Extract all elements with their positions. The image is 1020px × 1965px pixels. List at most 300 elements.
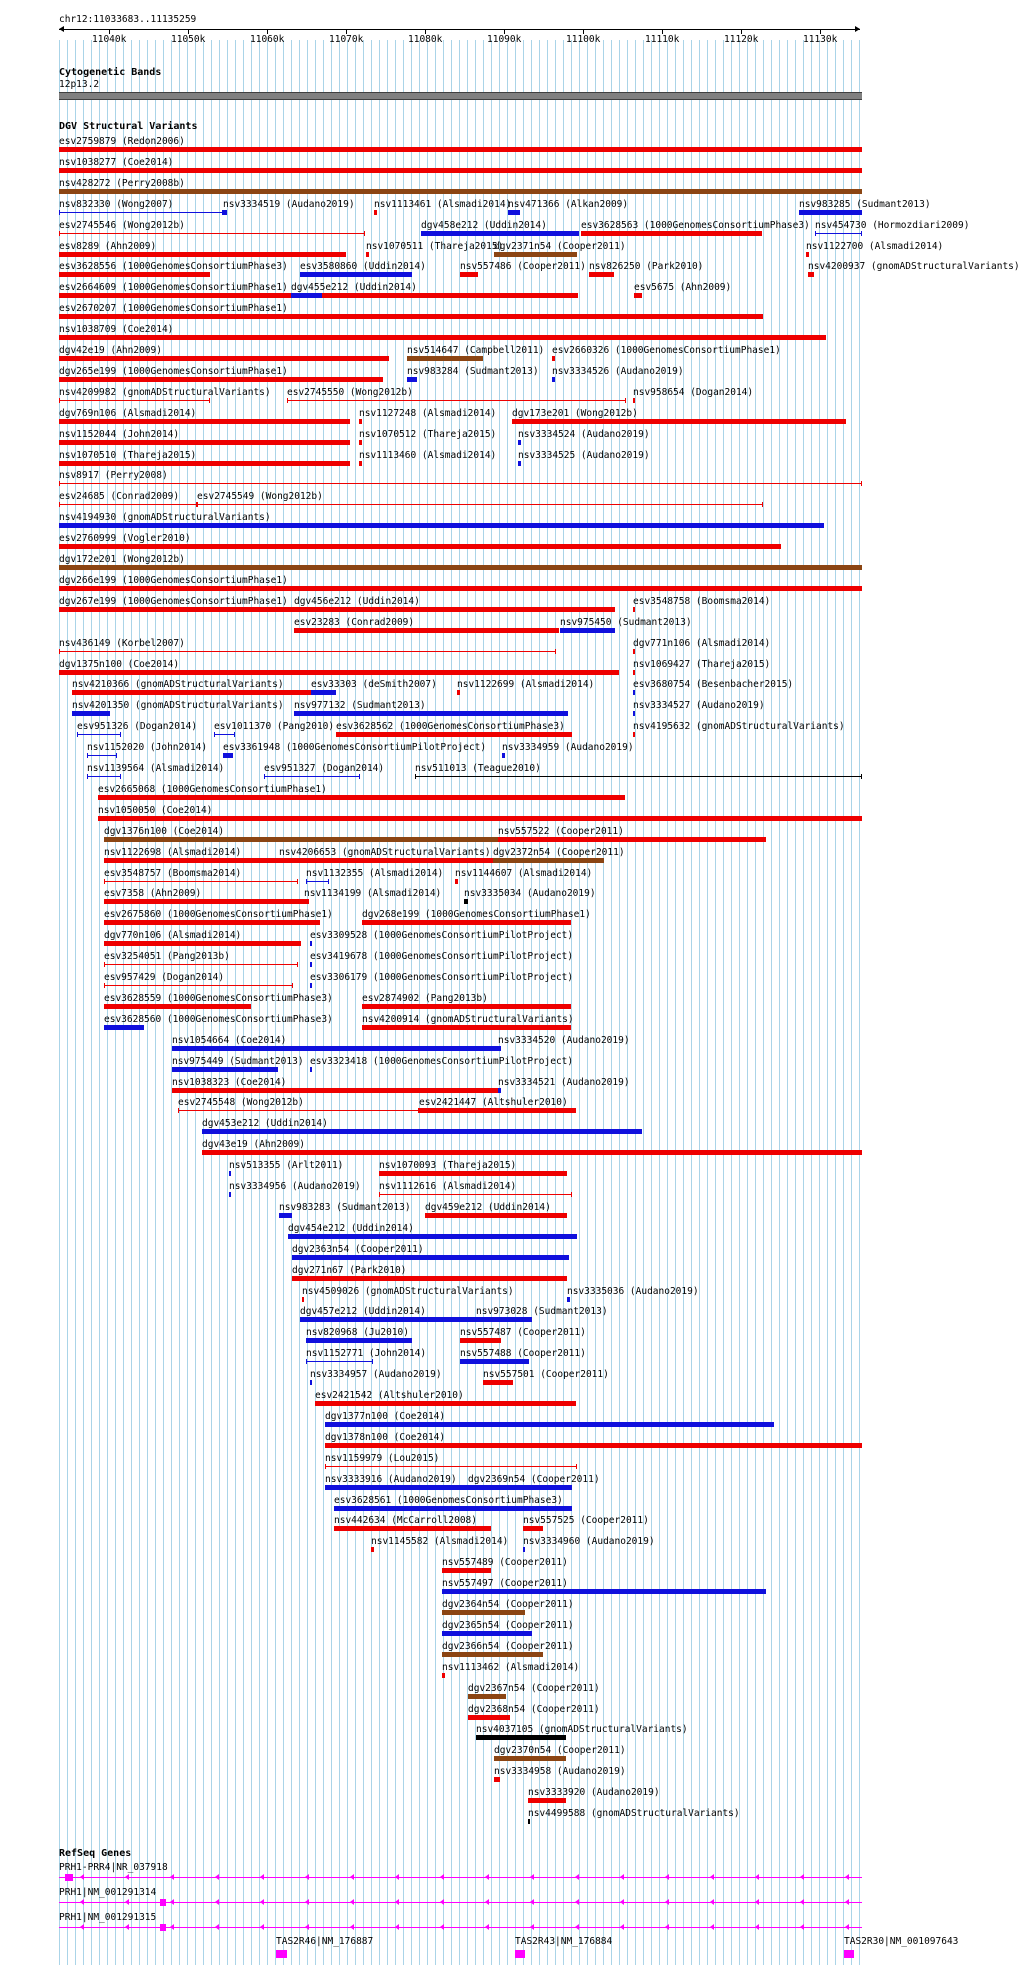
feature-bar[interactable] <box>442 1631 532 1636</box>
feature-bar[interactable] <box>493 858 604 863</box>
gene-strand-arrow <box>80 1924 84 1930</box>
gene-exon[interactable] <box>844 1950 854 1958</box>
feature-bar[interactable] <box>59 483 862 484</box>
feature-label: dgv43e19 (Ahn2009) <box>202 1139 305 1150</box>
gene-strand-arrow <box>305 1874 309 1880</box>
feature-bar[interactable] <box>59 314 763 319</box>
feature-bar[interactable] <box>325 1443 862 1448</box>
feature-bar[interactable] <box>59 565 862 570</box>
feature-bar[interactable] <box>457 690 460 695</box>
gene-label: TAS2R30|NM_001097643 <box>844 1936 959 1947</box>
feature-label: nsv1038323 (Coe2014) <box>172 1077 287 1088</box>
feature-bar[interactable] <box>292 1276 567 1281</box>
feature-bar[interactable] <box>442 1610 525 1615</box>
gene-strand-arrow <box>260 1924 264 1930</box>
feature-label: esv2421447 (Altshuler2010) <box>419 1097 568 1108</box>
feature-label: dgv1377n100 (Coe2014) <box>325 1411 446 1422</box>
feature-bar[interactable] <box>528 1819 530 1824</box>
feature-bar[interactable] <box>87 776 121 777</box>
feature-bar[interactable] <box>508 210 520 215</box>
gene-strand-arrow <box>710 1874 714 1880</box>
feature-label: esv2745546 (Wong2012b) <box>59 220 185 231</box>
feature-bar[interactable] <box>468 1485 572 1490</box>
feature-bar[interactable] <box>292 1255 569 1260</box>
feature-label: nsv3335036 (Audano2019) <box>567 1286 699 1297</box>
feature-bar[interactable] <box>98 795 625 800</box>
scale-tick-label: 11080k <box>408 34 443 45</box>
feature-label: esv3309528 (1000GenomesConsortiumPilotProject) <box>310 930 574 941</box>
feature-bar[interactable] <box>560 628 615 633</box>
feature-bar[interactable] <box>415 776 862 777</box>
feature-bar[interactable] <box>502 753 505 758</box>
feature-bar[interactable] <box>806 252 809 257</box>
feature-label: nsv1122700 (Alsmadi2014) <box>806 241 944 252</box>
feature-bar[interactable] <box>366 252 369 257</box>
feature-bar[interactable] <box>59 189 862 194</box>
feature-bar[interactable] <box>223 210 227 215</box>
feature-bar[interactable] <box>59 544 781 549</box>
feature-label: nsv983284 (Sudmant2013) <box>407 366 539 377</box>
gene-strand-arrow <box>170 1899 174 1905</box>
feature-bar[interactable] <box>334 1526 491 1531</box>
feature-bar[interactable] <box>468 1694 506 1699</box>
dgv-track-title: DGV Structural Variants <box>59 121 198 132</box>
feature-label: dgv271n67 (Park2010) <box>292 1265 407 1276</box>
gene-label: PRH1-PRR4|NR_037918 <box>59 1862 168 1873</box>
feature-label: nsv4195632 (gnomADStructuralVariants) <box>633 721 845 732</box>
feature-bar[interactable] <box>498 1046 501 1051</box>
feature-bar[interactable] <box>362 1004 571 1009</box>
feature-label: nsv4194930 (gnomADStructuralVariants) <box>59 512 271 523</box>
feature-label: esv7358 (Ahn2009) <box>104 888 202 899</box>
feature-bar[interactable] <box>310 941 312 946</box>
gene-strand-arrow <box>350 1924 354 1930</box>
feature-label: nsv1152044 (John2014) <box>59 429 180 440</box>
feature-bar[interactable] <box>468 1715 510 1720</box>
feature-bar[interactable] <box>279 1213 292 1218</box>
feature-bar[interactable] <box>104 837 498 842</box>
feature-label: nsv442634 (McCarroll2008) <box>334 1515 477 1526</box>
feature-bar[interactable] <box>229 1192 231 1197</box>
feature-label: dgv1378n100 (Coe2014) <box>325 1432 446 1443</box>
feature-bar[interactable] <box>808 272 814 277</box>
feature-bar[interactable] <box>455 879 458 884</box>
feature-bar[interactable] <box>523 1547 525 1552</box>
feature-bar[interactable] <box>371 1547 374 1552</box>
gene-exon[interactable] <box>276 1950 287 1958</box>
feature-label: nsv1070512 (Thareja2015) <box>359 429 497 440</box>
feature-bar[interactable] <box>494 252 577 257</box>
gene-strand-arrow <box>665 1874 669 1880</box>
gene-strand-arrow <box>215 1899 219 1905</box>
feature-label: nsv4200937 (gnomADStructuralVariants) <box>808 261 1020 272</box>
feature-label: dgv267e199 (1000GenomesConsortiumPhase1) <box>59 596 288 607</box>
feature-label: nsv1134199 (Alsmadi2014) <box>304 888 442 899</box>
feature-bar[interactable] <box>425 1213 567 1218</box>
feature-bar[interactable] <box>633 607 635 612</box>
feature-bar[interactable] <box>59 607 294 612</box>
feature-bar[interactable] <box>59 252 346 257</box>
feature-bar[interactable] <box>359 461 362 466</box>
feature-bar[interactable] <box>59 168 862 173</box>
gene-strand-arrow <box>845 1924 849 1930</box>
feature-bar[interactable] <box>498 1088 501 1093</box>
feature-bar[interactable] <box>476 1735 566 1740</box>
gene-strand-arrow <box>395 1924 399 1930</box>
gene-strand-arrow <box>485 1899 489 1905</box>
feature-label: nsv3334960 (Audano2019) <box>523 1536 655 1547</box>
feature-label: dgv42e19 (Ahn2009) <box>59 345 162 356</box>
feature-bar[interactable] <box>87 755 117 756</box>
feature-label: nsv1122698 (Alsmadi2014) <box>104 847 242 858</box>
gene-strand-arrow <box>575 1924 579 1930</box>
feature-bar[interactable] <box>104 1004 251 1009</box>
feature-label: esv3548758 (Boomsma2014) <box>633 596 771 607</box>
gene-strand-arrow <box>125 1924 129 1930</box>
feature-label: esv3628563 (1000GenomesConsortiumPhase3) <box>581 220 810 231</box>
feature-bar[interactable] <box>59 233 365 234</box>
feature-bar[interactable] <box>634 293 642 298</box>
scale-tick-label: 11130k <box>803 34 838 45</box>
feature-bar[interactable] <box>104 985 293 986</box>
feature-bar[interactable] <box>304 899 306 904</box>
feature-bar[interactable] <box>633 690 635 695</box>
feature-bar[interactable] <box>104 1025 144 1030</box>
feature-bar[interactable] <box>494 1777 500 1782</box>
feature-label: nsv983283 (Sudmant2013) <box>279 1202 411 1213</box>
feature-label: nsv1145582 (Alsmadi2014) <box>371 1536 509 1547</box>
feature-bar[interactable] <box>59 670 619 675</box>
feature-bar[interactable] <box>294 607 615 612</box>
feature-bar[interactable] <box>98 816 862 821</box>
feature-bar[interactable] <box>302 1297 304 1302</box>
feature-bar[interactable] <box>59 461 350 466</box>
feature-label: dgv2366n54 (Cooper2011) <box>442 1641 574 1652</box>
feature-label: nsv1038709 (Coe2014) <box>59 324 174 335</box>
feature-label: nsv983285 (Sudmant2013) <box>799 199 931 210</box>
feature-bar[interactable] <box>362 920 571 925</box>
feature-bar[interactable] <box>72 711 110 716</box>
feature-label: esv3323418 (1000GenomesConsortiumPilotProject) <box>310 1056 574 1067</box>
feature-bar[interactable] <box>633 398 635 403</box>
gene-strand-arrow <box>530 1899 534 1905</box>
feature-label: esv2664609 (1000GenomesConsortiumPhase1) <box>59 282 288 293</box>
feature-bar[interactable] <box>172 1046 498 1051</box>
feature-bar[interactable] <box>379 1194 572 1195</box>
feature-bar[interactable] <box>104 881 298 882</box>
feature-label: nsv436149 (Korbel2007) <box>59 638 185 649</box>
feature-bar[interactable] <box>59 523 824 528</box>
feature-bar[interactable] <box>223 753 233 758</box>
cytoband-title: Cytogenetic Bands <box>59 67 162 78</box>
gene-strand-arrow <box>80 1874 84 1880</box>
feature-bar[interactable] <box>460 1338 501 1343</box>
feature-label: nsv4201350 (gnomADStructuralVariants) <box>72 700 284 711</box>
feature-label: esv951326 (Dogan2014) <box>77 721 198 732</box>
gene-strand-arrow <box>845 1874 849 1880</box>
feature-bar[interactable] <box>172 1088 498 1093</box>
feature-label: nsv973028 (Sudmant2013) <box>476 1306 608 1317</box>
gene-strand-arrow <box>665 1924 669 1930</box>
feature-label: esv3680754 (Besenbacher2015) <box>633 679 794 690</box>
feature-bar[interactable] <box>633 670 635 675</box>
feature-bar[interactable] <box>419 1108 576 1113</box>
feature-label: dgv172e201 (Wong2012b) <box>59 554 185 565</box>
feature-bar[interactable] <box>59 504 197 505</box>
feature-bar[interactable] <box>518 440 521 445</box>
feature-bar[interactable] <box>334 1506 572 1511</box>
feature-label: nsv975450 (Sudmant2013) <box>560 617 692 628</box>
gene-line[interactable] <box>59 1877 862 1878</box>
feature-label: dgv459e212 (Uddin2014) <box>425 1202 551 1213</box>
feature-bar[interactable] <box>59 212 223 213</box>
feature-bar[interactable] <box>104 964 298 965</box>
feature-bar[interactable] <box>498 837 766 842</box>
feature-bar[interactable] <box>442 1673 445 1678</box>
position-label: chr12:11033683..11135259 <box>59 14 197 25</box>
feature-label: nsv557522 (Cooper2011) <box>498 826 624 837</box>
feature-label: esv2745549 (Wong2012b) <box>197 491 323 502</box>
feature-bar[interactable] <box>464 899 468 904</box>
gene-exon <box>65 1874 73 1881</box>
feature-bar[interactable] <box>421 231 579 236</box>
feature-bar[interactable] <box>202 1129 642 1134</box>
feature-bar[interactable] <box>104 941 301 946</box>
feature-bar[interactable] <box>379 1171 567 1176</box>
feature-bar[interactable] <box>291 293 322 298</box>
feature-bar[interactable] <box>178 1110 419 1111</box>
feature-bar[interactable] <box>104 920 320 925</box>
scale-tick-label: 11090k <box>487 34 522 45</box>
feature-label: nsv3334959 (Audano2019) <box>502 742 634 753</box>
feature-label: dgv2369n54 (Cooper2011) <box>468 1474 600 1485</box>
scale-tick-label: 11050k <box>171 34 206 45</box>
gene-strand-arrow <box>305 1924 309 1930</box>
feature-label: nsv1152771 (John2014) <box>306 1348 427 1359</box>
feature-bar[interactable] <box>59 147 862 152</box>
feature-bar[interactable] <box>214 734 235 735</box>
gene-strand-arrow <box>350 1874 354 1880</box>
gene-strand-arrow <box>620 1874 624 1880</box>
feature-label: dgv1375n100 (Coe2014) <box>59 659 180 670</box>
feature-bar[interactable] <box>300 272 412 277</box>
gene-strand-arrow <box>170 1924 174 1930</box>
feature-bar[interactable] <box>407 377 417 382</box>
gene-strand-arrow <box>665 1899 669 1905</box>
feature-label: nsv1144607 (Alsmadi2014) <box>455 868 593 879</box>
feature-label: nsv428272 (Perry2008b) <box>59 178 185 189</box>
feature-label: dgv456e212 (Uddin2014) <box>294 596 420 607</box>
gene-strand-arrow <box>485 1874 489 1880</box>
feature-bar[interactable] <box>104 899 309 904</box>
feature-label: dgv458e212 (Uddin2014) <box>421 220 547 231</box>
feature-bar[interactable] <box>442 1568 491 1573</box>
gene-strand-arrow <box>530 1924 534 1930</box>
feature-label: dgv266e199 (1000GenomesConsortiumPhase1) <box>59 575 288 586</box>
feature-bar[interactable] <box>581 231 762 236</box>
feature-label: nsv513355 (Arlt2011) <box>229 1160 344 1171</box>
gene-strand-arrow <box>260 1899 264 1905</box>
feature-bar[interactable] <box>288 1234 577 1239</box>
feature-bar[interactable] <box>77 734 121 735</box>
feature-bar[interactable] <box>633 711 635 716</box>
feature-bar[interactable] <box>359 440 362 445</box>
feature-bar[interactable] <box>362 1025 571 1030</box>
gene-strand-arrow <box>395 1874 399 1880</box>
scale-ruler-arrow-left <box>59 26 64 32</box>
feature-bar[interactable] <box>633 649 635 654</box>
gene-line[interactable] <box>59 1927 862 1928</box>
feature-bar[interactable] <box>325 1422 774 1427</box>
gene-strand-arrow <box>620 1899 624 1905</box>
gene-label: PRH1|NM_001291314 <box>59 1887 157 1898</box>
feature-label: nsv3334527 (Audano2019) <box>633 700 765 711</box>
feature-label: dgv454e212 (Uddin2014) <box>288 1223 414 1234</box>
feature-bar[interactable] <box>528 1798 566 1803</box>
feature-label: nsv8917 (Perry2008) <box>59 470 168 481</box>
feature-bar[interactable] <box>325 1485 468 1490</box>
feature-bar[interactable] <box>310 1380 312 1385</box>
feature-label: nsv1050050 (Coe2014) <box>98 805 213 816</box>
feature-bar[interactable] <box>59 400 210 401</box>
feature-bar[interactable] <box>552 377 555 382</box>
feature-bar[interactable] <box>442 1589 766 1594</box>
feature-bar[interactable] <box>460 1359 529 1364</box>
feature-bar[interactable] <box>306 1361 373 1362</box>
gene-strand-arrow <box>620 1924 624 1930</box>
feature-bar[interactable] <box>287 400 626 401</box>
feature-label: nsv3334958 (Audano2019) <box>494 1766 626 1777</box>
feature-label: nsv1112616 (Alsmadi2014) <box>379 1181 517 1192</box>
feature-bar[interactable] <box>59 272 210 277</box>
feature-bar[interactable] <box>306 1338 412 1343</box>
feature-bar[interactable] <box>359 419 362 424</box>
gene-label: PRH1|NM_001291315 <box>59 1912 157 1923</box>
feature-label: nsv557488 (Cooper2011) <box>460 1348 586 1359</box>
feature-bar[interactable] <box>72 690 311 695</box>
feature-label: nsv1152020 (John2014) <box>87 742 208 753</box>
feature-bar[interactable] <box>407 356 483 361</box>
scale-tick-label: 11040k <box>92 34 127 45</box>
feature-bar[interactable] <box>552 356 555 361</box>
feature-label: nsv454730 (Hormozdiari2009) <box>815 220 970 231</box>
feature-label: nsv3334524 (Audano2019) <box>518 429 650 440</box>
gene-strand-arrow <box>440 1874 444 1880</box>
feature-label: nsv1132355 (Alsmadi2014) <box>306 868 444 879</box>
feature-label: nsv3333916 (Audano2019) <box>325 1474 457 1485</box>
feature-bar[interactable] <box>460 272 478 277</box>
feature-bar[interactable] <box>59 440 350 445</box>
feature-label: nsv514647 (Campbell2011) <box>407 345 545 356</box>
feature-label: dgv2364n54 (Cooper2011) <box>442 1599 574 1610</box>
feature-bar[interactable] <box>59 335 826 340</box>
feature-label: dgv2365n54 (Cooper2011) <box>442 1620 574 1631</box>
feature-label: esv957429 (Dogan2014) <box>104 972 225 983</box>
feature-label: nsv511013 (Teague2010) <box>415 763 541 774</box>
feature-label: esv1011370 (Pang2010) <box>214 721 335 732</box>
feature-bar[interactable] <box>172 1067 278 1072</box>
feature-label: nsv975449 (Sudmant2013) <box>172 1056 304 1067</box>
feature-bar[interactable] <box>589 272 614 277</box>
feature-label: nsv3334519 (Audano2019) <box>223 199 355 210</box>
feature-bar[interactable] <box>442 1652 543 1657</box>
gene-line[interactable] <box>59 1902 862 1903</box>
feature-bar[interactable] <box>311 690 336 695</box>
feature-bar[interactable] <box>512 419 846 424</box>
feature-bar[interactable] <box>483 1380 513 1385</box>
feature-label: esv2421542 (Altshuler2010) <box>315 1390 464 1401</box>
feature-bar[interactable] <box>494 1756 566 1761</box>
feature-label: esv951327 (Dogan2014) <box>264 763 385 774</box>
gene-strand-arrow <box>755 1874 759 1880</box>
feature-label: esv2759879 (Redon2006) <box>59 136 185 147</box>
feature-bar[interactable] <box>633 732 635 737</box>
gene-strand-arrow <box>755 1924 759 1930</box>
feature-bar[interactable] <box>567 1297 570 1302</box>
feature-bar[interactable] <box>197 504 763 505</box>
gene-strand-arrow <box>800 1899 804 1905</box>
feature-bar[interactable] <box>523 1526 543 1531</box>
feature-label: nsv1159979 (Lou2015) <box>325 1453 440 1464</box>
feature-bar[interactable] <box>815 233 862 234</box>
gene-strand-arrow <box>710 1924 714 1930</box>
feature-bar[interactable] <box>310 1067 312 1072</box>
feature-bar[interactable] <box>59 586 862 591</box>
feature-label: nsv3334526 (Audano2019) <box>552 366 684 377</box>
feature-label: esv2665068 (1000GenomesConsortiumPhase1) <box>98 784 327 795</box>
feature-bar[interactable] <box>59 377 383 382</box>
feature-label: dgv268e199 (1000GenomesConsortiumPhase1) <box>362 909 591 920</box>
gene-strand-arrow <box>215 1874 219 1880</box>
feature-label: nsv1113462 (Alsmadi2014) <box>442 1662 580 1673</box>
feature-bar[interactable] <box>325 1466 577 1467</box>
feature-bar[interactable] <box>799 210 862 215</box>
feature-label: esv3628562 (1000GenomesConsortiumPhase3) <box>336 721 565 732</box>
feature-label: nsv1070510 (Thareja2015) <box>59 450 197 461</box>
feature-bar[interactable] <box>306 881 329 882</box>
gene-strand-arrow <box>575 1899 579 1905</box>
feature-bar[interactable] <box>310 983 312 988</box>
gene-exon[interactable] <box>515 1950 525 1958</box>
gene-strand-arrow <box>440 1924 444 1930</box>
feature-bar[interactable] <box>59 356 389 361</box>
feature-label: esv3361948 (1000GenomesConsortiumPilotProject) <box>223 742 487 753</box>
feature-label: nsv826250 (Park2010) <box>589 261 704 272</box>
feature-bar[interactable] <box>310 962 312 967</box>
gene-strand-arrow <box>170 1874 174 1880</box>
feature-bar[interactable] <box>294 628 559 633</box>
feature-bar[interactable] <box>294 711 568 716</box>
gene-strand-arrow <box>530 1874 534 1880</box>
feature-label: dgv769n106 (Alsmadi2014) <box>59 408 197 419</box>
feature-bar[interactable] <box>374 210 377 215</box>
feature-bar[interactable] <box>264 776 360 777</box>
feature-bar[interactable] <box>59 651 556 652</box>
feature-bar[interactable] <box>59 419 350 424</box>
feature-bar[interactable] <box>315 1401 576 1406</box>
feature-label: nsv4206653 (gnomADStructuralVariants) <box>279 847 491 858</box>
feature-bar[interactable] <box>336 732 572 737</box>
feature-label: dgv265e199 (1000GenomesConsortiumPhase1) <box>59 366 288 377</box>
feature-label: dgv457e212 (Uddin2014) <box>300 1306 426 1317</box>
feature-bar[interactable] <box>518 461 521 466</box>
feature-bar[interactable] <box>229 1171 231 1176</box>
feature-label: dgv455e212 (Uddin2014) <box>291 282 417 293</box>
scale-tick-label: 11110k <box>645 34 680 45</box>
feature-bar[interactable] <box>279 858 493 863</box>
feature-bar[interactable] <box>476 1317 532 1322</box>
feature-bar[interactable] <box>202 1150 862 1155</box>
